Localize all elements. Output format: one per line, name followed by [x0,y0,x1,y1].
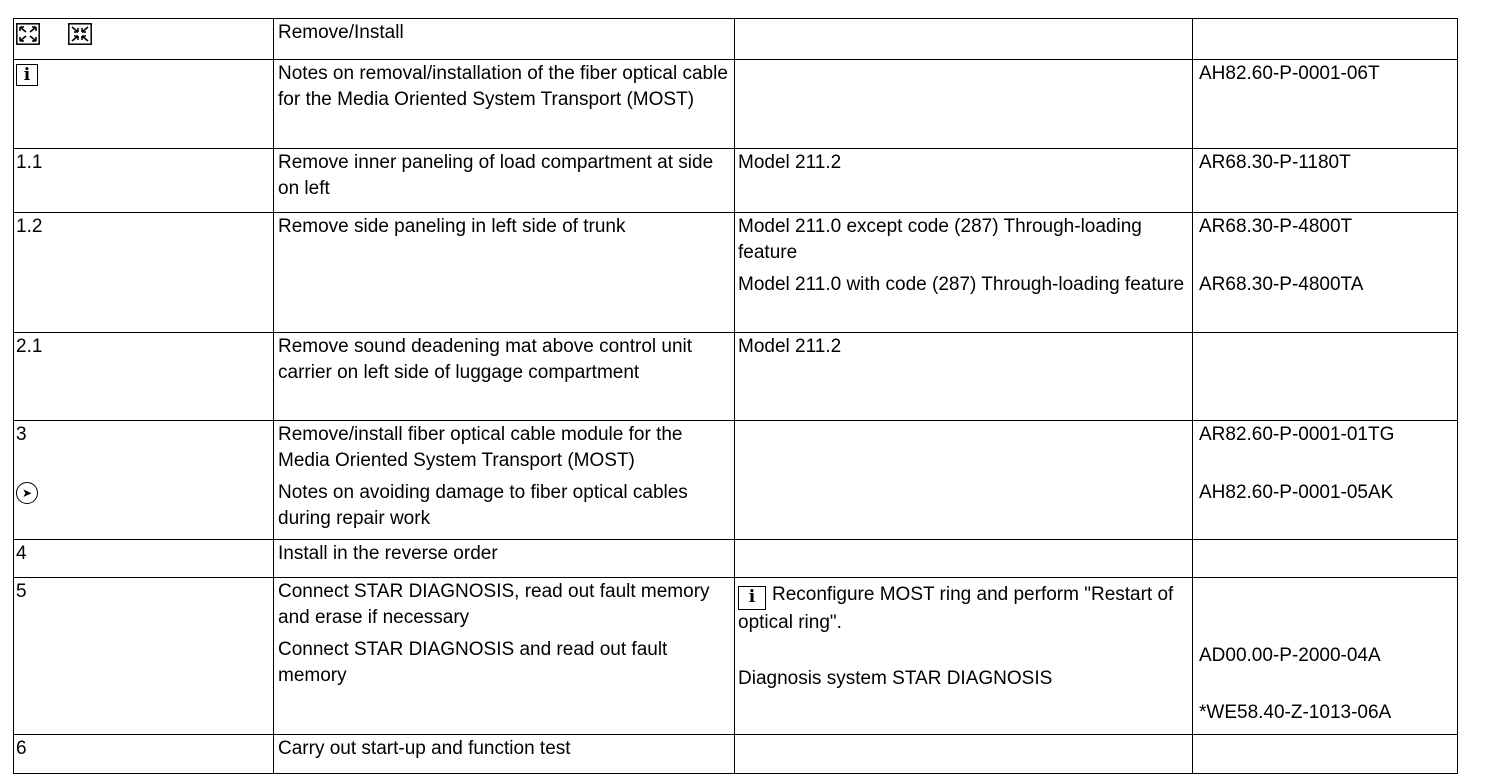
model-empty [735,540,1193,578]
ref-link[interactable]: AH82.60-P-0001-05AK [1199,482,1394,503]
table-row [14,213,1458,333]
ref-cell [1193,421,1458,540]
table-row [14,735,1458,774]
model-empty [735,735,1193,774]
note-line [738,582,1188,636]
table-row [14,333,1458,421]
model-text: Model 211.0 except code (287) Through-loading feature [738,216,1142,263]
tool-text: Diagnosis system STAR DIAGNOSIS [738,667,1053,689]
model-empty [735,421,1193,540]
notes-icon-cell [14,60,274,149]
step-text: Carry out start-up and function test [274,735,735,774]
header-row [14,19,1458,60]
step-cell [14,421,274,540]
ref-cell [1193,578,1458,735]
step-text: Connect STAR DIAGNOSIS and read out fault memory [278,639,668,686]
header-empty-ref [1193,19,1458,60]
ref-link[interactable]: AD00.00-P-2000-04A [1199,645,1381,666]
notes-empty-model [735,60,1193,149]
header-icons-cell [14,19,274,60]
step-number: 6 [14,735,274,774]
ref-link[interactable]: AR68.30-P-4800TA [1199,274,1364,295]
step-number: 5 [14,578,274,735]
step-number: 4 [14,540,274,578]
header-title: Remove/Install [274,19,735,60]
ref-link[interactable]: AR82.60-P-0001-01TG [1199,424,1395,445]
procedure-table [13,18,1458,774]
step-number: 1.2 [14,213,274,333]
step-text: Notes on avoiding damage to fiber optical cables during repair work [278,482,688,529]
step-text: Connect STAR DIAGNOSIS, read out fault memory and erase if necessary [278,581,710,628]
step-number: 1.1 [14,149,274,213]
notes-text: Notes on removal/installation of the fiber optical cable for the Media Oriented System Transport (MOST) [274,60,735,149]
table-row [14,149,1458,213]
step-number: 3 [16,424,27,445]
info-icon: i [738,586,766,610]
model-cell [735,213,1193,333]
table-row [14,578,1458,735]
table-row [14,60,1458,149]
model-text: Model 211.2 [735,333,1193,421]
tool-ref-link[interactable]: *WE58.40-Z-1013-06A [1199,702,1392,723]
collapse-arrows-icon [68,23,92,45]
step-text: Remove side paneling in left side of trunk [274,213,735,333]
step-text-cell [274,421,735,540]
ref-link[interactable]: AR68.30-P-4800T [1199,216,1353,237]
info-icon: i [16,64,38,86]
header-empty-model [735,19,1193,60]
ref-empty [1193,540,1458,578]
model-cell [735,578,1193,735]
expand-arrows-icon [16,23,40,45]
table-row [14,421,1458,540]
model-text: Model 211.2 [735,149,1193,213]
caution-pointer-icon: ➤ [16,482,38,504]
step-text: Remove inner paneling of load compartment at side on left [274,149,735,213]
model-text: Model 211.0 with code (287) Through-loading feature [738,274,1185,295]
table-row [14,540,1458,578]
ref-empty [1193,333,1458,421]
notes-ref-link[interactable]: AH82.60-P-0001-06T [1193,60,1458,149]
note-text: Reconfigure MOST ring and perform "Restart of optical ring". [738,584,1174,633]
step-text: Install in the reverse order [274,540,735,578]
ref-empty [1193,735,1458,774]
step-text: Remove/install fiber optical cable module for the Media Oriented System Transport (MOST) [278,424,683,471]
ref-cell [1193,213,1458,333]
ref-link[interactable]: AR68.30-P-1180T [1193,149,1458,213]
step-number: 2.1 [14,333,274,421]
step-text: Remove sound deadening mat above control unit carrier on left side of luggage compartment [274,333,735,421]
step-text-cell [274,578,735,735]
